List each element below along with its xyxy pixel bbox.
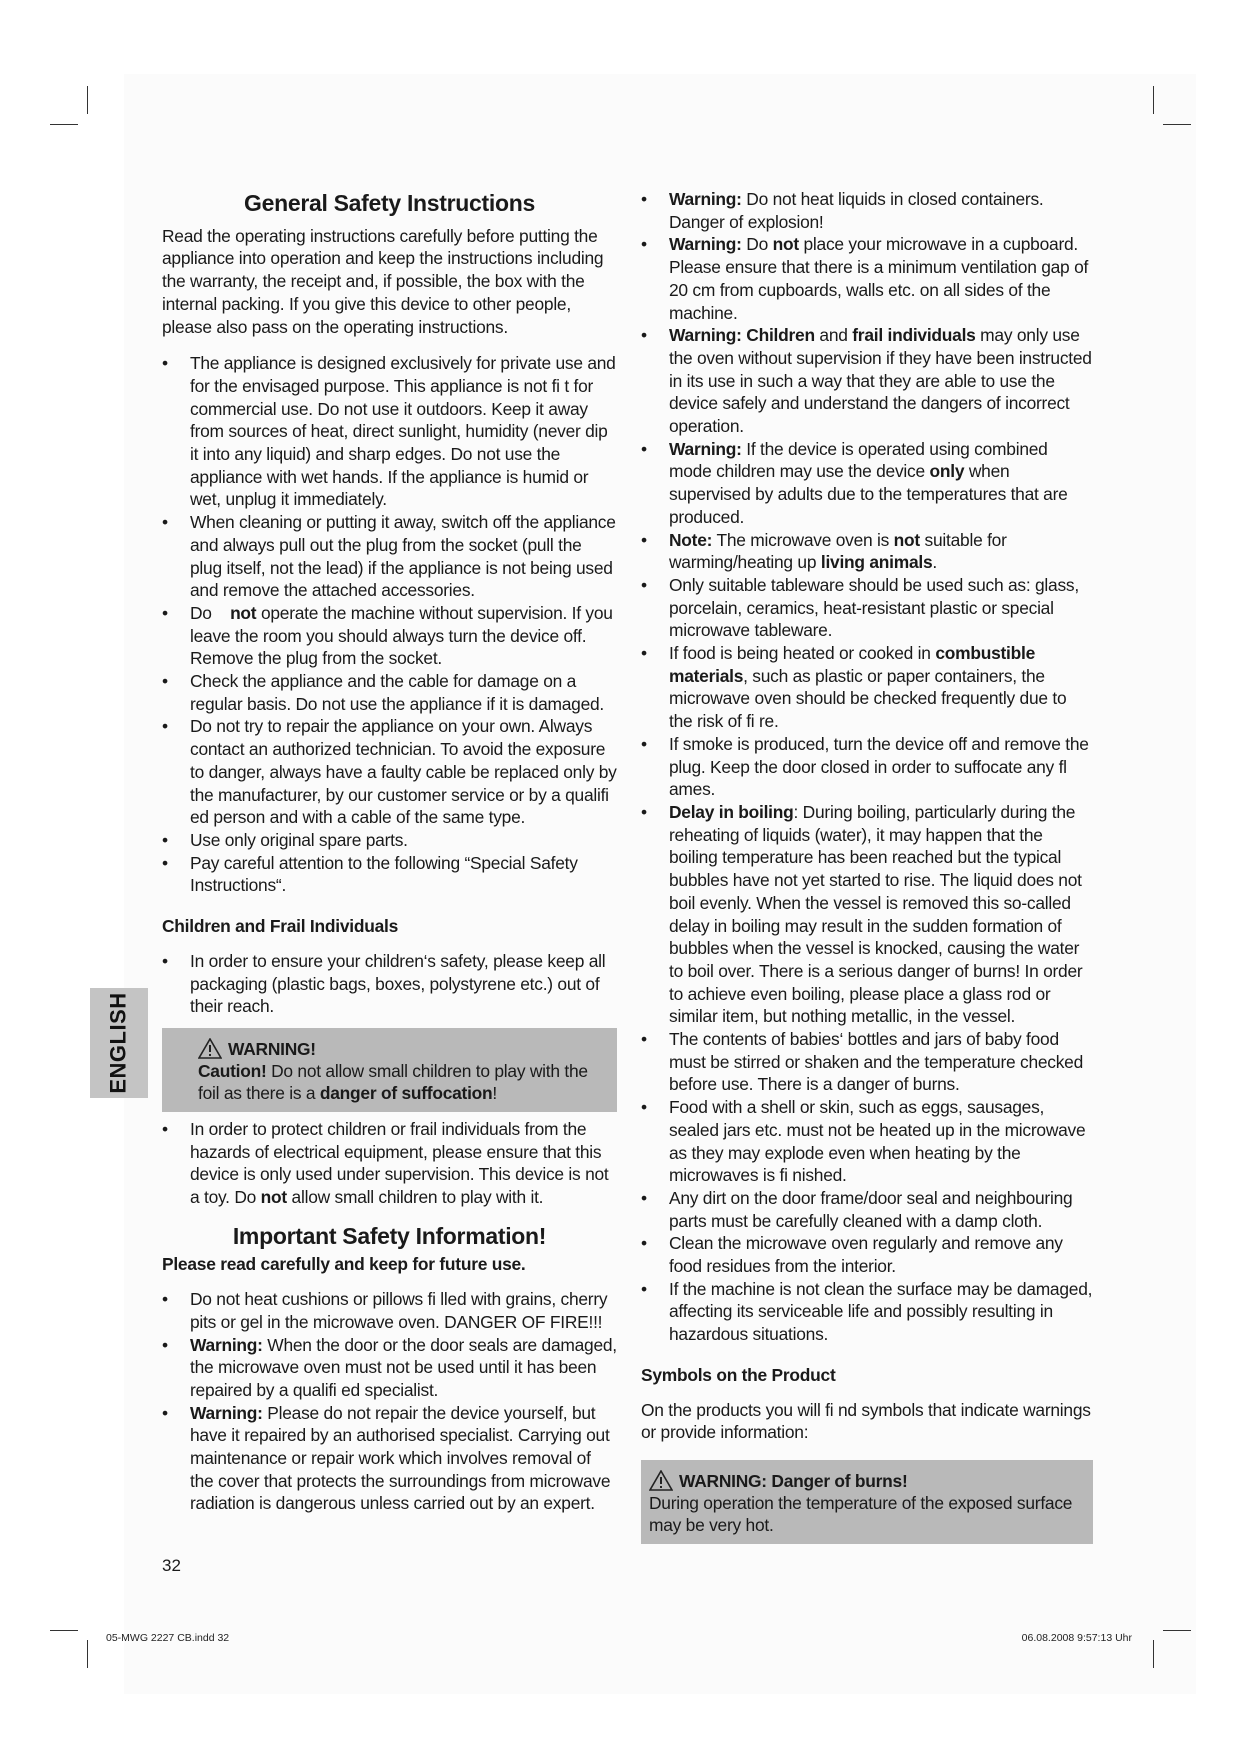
list-item: • In order to ensure your children‘s safety, please keep all packaging (plastic bags, boxes, polystyrene etc.) out of their reach. [162,950,617,1018]
list-item: • The contents of babies‘ bottles and jars of baby food must be stirred or shaken and the temperature checked before use. There is a danger of burns. [641,1028,1093,1096]
crop-mark [1163,124,1191,125]
list-item: • Warning: Please do not repair the device yourself, but have it repaired by an authorised specialist. Carrying out maintenance or repair work which involves removal of the cover that protects the surroundings from microwave radiation is dangerous unless carried out by an expert. [162,1402,617,1516]
warning-box-text: During operation the temperature of the exposed surface may be very hot. [649,1492,1073,1535]
crop-mark [1163,1630,1191,1631]
symbols-paragraph: On the products you will fi nd symbols that indicate warnings or provide information: [641,1399,1091,1443]
important-bullet-list [162,1288,617,1515]
list-item: • Do not try to repair the appliance on your own. Always contact an authorized technician. To avoid the exposure to danger, always have a faulty cable be replaced only by the manufacturer, by our customer service or by a qualifi ed person and with a cable of the same type. [162,715,617,829]
symbols-heading: Symbols on the Product [641,1364,836,1385]
warning-box-text: Caution! Do not allow small children to play with the foil as there is a danger of suffocation! [198,1060,588,1103]
intro-paragraph: Read the operating instructions carefully before putting the appliance into operation and keep the instructions including the warranty, the receipt and, if possible, the box with the internal packing. If you give this device to other people, please also pass on the operating instructions. [162,225,604,337]
list-item: • When cleaning or putting it away, switch off the appliance and always pull out the plug from the socket (pull the plug itself, not the lead) if the appliance is not being used and remove the attached accessories. [162,511,617,602]
list-item: • Do not heat cushions or pillows fi lled with grains, cherry pits or gel in the microwave oven. DANGER OF FIRE!!! [162,1288,617,1333]
language-tab [90,988,148,1098]
warning-box-burns [641,1460,1093,1544]
warning-box-heading: WARNING: Danger of burns! [649,1470,1085,1492]
left-column [162,192,617,1515]
crop-mark [1153,86,1154,114]
section-title-important: Important Safety Information! [232,1222,547,1249]
list-item: • Food with a shell or skin, such as eggs, sausages, sealed jars etc. must not be heated up in the microwave as they may explode even when heating by the microwaves is fi nished. [641,1096,1093,1187]
crop-mark [87,1640,88,1668]
section-title-general: General Safety Instructions [244,190,535,216]
language-tab-label: ENGLISH [106,992,132,1094]
list-item: • Pay careful attention to the following “Special Safety Instructions“. [162,852,617,897]
list-item: • If the machine is not clean the surface may be damaged, affecting its serviceable life and possibly resulting in hazardous situations. [641,1278,1093,1346]
list-item: • If smoke is produced, turn the device off and remove the plug. Keep the door closed in order to suffocate any fl ames. [641,733,1093,801]
list-item: • Warning: Children and frail individuals may only use the oven without supervision if they have been instructed in its use in such a way that they are able to use the device safely and understand the dangers of incorrect operation. [641,324,1093,438]
crop-mark [87,86,88,114]
list-item: • The appliance is designed exclusively for private use and for the envisaged purpose. This appliance is not fi t for commercial use. Do not use it outdoors. Keep it away from sources of heat, direct sunlight, humidity (never dip it into any liquid) and sharp edges. Do not use the appliance with wet hands. If the appliance is humid or wet, unplug it immediately. [162,352,617,511]
right-column [641,188,1093,1550]
crop-mark [50,124,78,125]
list-item: • Warning: If the device is operated using combined mode children may use the device only when supervised by adults due to the temperatures that are produced. [641,438,1093,529]
list-item: • Clean the microwave oven regularly and remove any food residues from the interior. [641,1232,1093,1277]
list-item: • Note: The microwave oven is not suitable for warming/heating up living animals. [641,529,1093,574]
list-item: • Do not operate the machine without supervision. If you leave the room you should always turn the device off. Remove the plug from the socket. [162,602,617,670]
general-bullet-list [162,352,617,897]
right-bullet-list [641,188,1093,1346]
list-item: • In order to protect children or frail individuals from the hazards of electrical equipment, please ensure that this device is only used under supervision. This device is not a toy. Do not allow small children to play with it. [162,1118,617,1209]
crop-mark [1153,1640,1154,1668]
warning-box-suffocation [162,1028,617,1112]
list-item: • Only suitable tableware should be used such as: glass, porcelain, ceramics, heat-resistant plastic or special microwave tableware. [641,574,1093,642]
crop-mark [50,1630,78,1631]
footer-timestamp: 06.08.2008 9:57:13 Uhr [1021,1632,1132,1644]
warning-triangle-icon [198,1038,222,1059]
list-item: • Warning: Do not place your microwave in a cupboard. Please ensure that there is a minimum ventilation gap of 20 cm from cupboards, walls etc. on all sides of the machine. [641,233,1093,324]
list-item: • Use only original spare parts. [162,829,617,852]
list-item: • If food is being heated or cooked in combustible materials, such as plastic or paper containers, the microwave oven should be checked frequently due to the risk of fi re. [641,642,1093,733]
list-item: • Check the appliance and the cable for damage on a regular basis. Do not use the appliance if it is damaged. [162,670,617,715]
children-bullet-list [162,950,617,1018]
list-item: • Any dirt on the door frame/door seal and neighbouring parts must be carefully cleaned with a damp cloth. [641,1187,1093,1232]
list-item: • Warning: Do not heat liquids in closed containers. Danger of explosion! [641,188,1093,233]
list-item: • Warning: When the door or the door seals are damaged, the microwave oven must not be used until it has been repaired by a qualifi ed specialist. [162,1334,617,1402]
footer-file-info: 05-MWG 2227 CB.indd 32 [106,1632,230,1644]
children-heading: Children and Frail Individuals [162,916,399,937]
warning-box-heading: WARNING! [198,1038,609,1060]
page-number: 32 [162,1556,181,1575]
important-subtitle: Please read carefully and keep for future use. [162,1254,526,1275]
warning-triangle-icon [649,1470,673,1491]
protect-bullet-list [162,1118,617,1209]
list-item: • Delay in boiling: During boiling, particularly during the reheating of liquids (water), it may happen that the boiling temperature has been reached but the typical bubbles have not yet started to rise. The liquid does not boil evenly. When the vessel is removed this so-called delay in boiling may result in the sudden formation of bubbles when the vessel is knocked, causing the water to boil over. There is a serious danger of burns! In order to achieve even boiling, please place a glass rod or similar item, but nothing metallic, in the vessel. [641,801,1093,1028]
